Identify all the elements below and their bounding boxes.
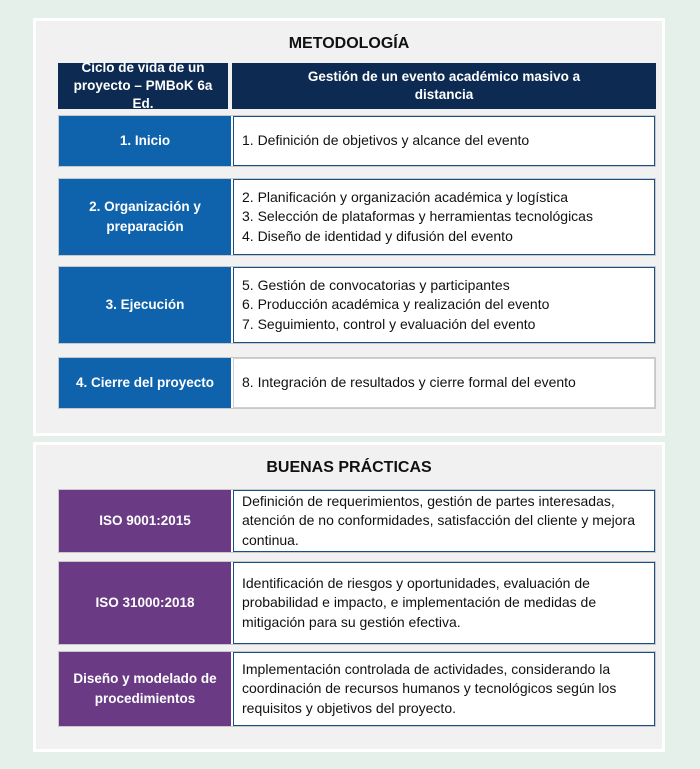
phase-item: 2. Planificación y organización académica y logística [242,188,569,205]
metodologia-panel [33,18,665,436]
phase-label: 4. Cierre del proyecto [59,358,231,408]
practice-label: Diseño y modelado de procedimientos [59,652,231,726]
practice-content [233,652,655,726]
phase-content [233,358,655,408]
metodologia-title: METODOLOGÍA [288,35,410,52]
practice-row [58,651,656,727]
buenas-practicas-panel [33,442,665,752]
header-lifecycle: Ciclo de vida de un proyecto – PMBoK 6a Ed. [58,63,228,109]
phase-item: 7. Seguimiento, control y evaluación del evento [242,315,536,332]
phase-label: 1. Inicio [59,116,231,166]
phase-content [233,267,655,343]
phase-item: 5. Gestión de convocatorias y participantes [242,276,510,293]
phase-label: 3. Ejecución [59,267,231,343]
phase-content [233,179,655,255]
phase-row [58,357,656,409]
practice-label: ISO 31000:2018 [59,562,231,644]
phase-item: 3. Selección de plataformas y herramientas tecnológicas [242,208,593,225]
practice-text: Implementación controlada de actividades, considerando la coordinación de recursos humanos y tecnológicos según los requisitos y objetivos del proyecto. [242,660,617,716]
practice-content [233,562,655,644]
phase-item: 8. Integración de resultados y cierre formal del evento [242,374,576,391]
phase-item: 6. Producción académica y realización del evento [242,296,550,313]
buenas-practicas-title: BUENAS PRÁCTICAS [266,459,432,476]
phase-content [233,116,655,166]
phase-row [58,266,656,344]
phase-row [58,115,656,167]
phase-item: 4. Diseño de identidad y difusión del evento [242,227,513,244]
phase-row [58,178,656,256]
phase-label: 2. Organización y preparación [59,179,231,255]
practice-text: Definición de requerimientos, gestión de partes interesadas, atención de no conformidades, satisfacción del cliente y mejora continua. [242,492,635,548]
practice-content [233,490,655,552]
practice-row [58,561,656,645]
header-event-management: Gestión de un evento académico masivo a distancia [232,63,656,109]
practice-text: Identificación de riesgos y oportunidades, evaluación de probabilidad e impacto, e implementación de medidas de mitigación para su gestión efectiva. [242,574,597,630]
phase-item: 1. Definición de objetivos y alcance del evento [242,132,530,149]
practice-label: ISO 9001:2015 [59,490,231,552]
practice-row [58,489,656,553]
